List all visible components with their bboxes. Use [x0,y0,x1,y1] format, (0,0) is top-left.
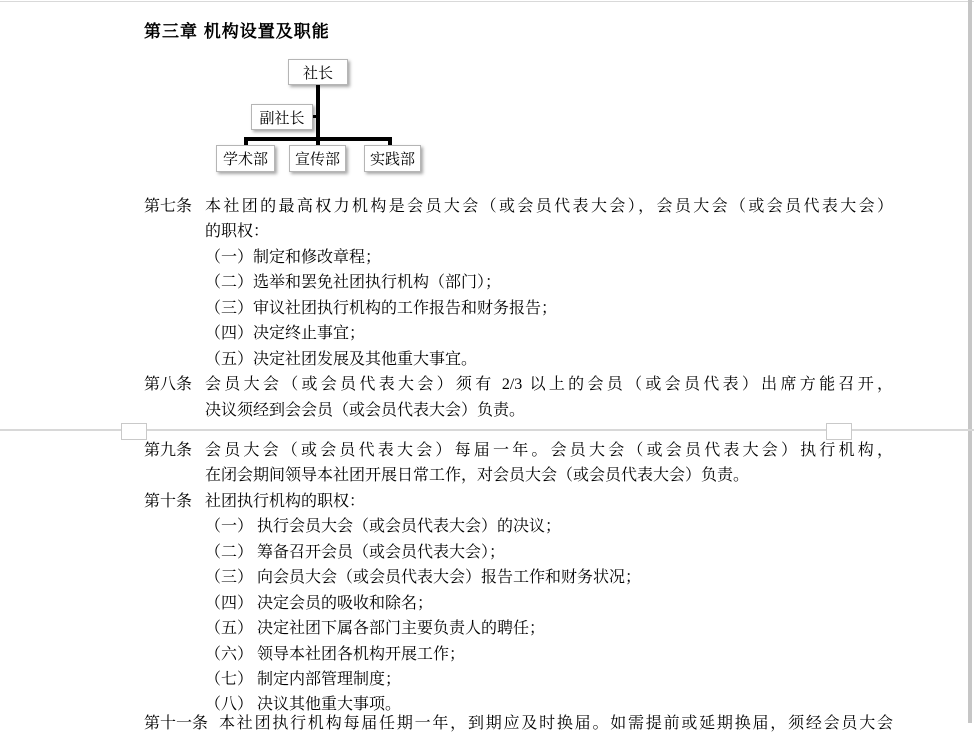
text-line [144,463,893,488]
line-text: （四） 决定会员的吸收和除名； [205,594,434,612]
article-text-page1 [144,194,893,423]
text-line [144,372,893,397]
text-line [144,642,893,667]
line-text: （五） 决定社团下属各部门主要负责人的聘任； [205,620,546,638]
line-text: （三） 向会员大会（或会员代表大会）报告工作和财务状况； [205,569,642,587]
text-line [144,194,893,219]
article-label: 第九条 [144,442,193,459]
text-line [144,667,893,692]
article-text-page2 [144,438,893,718]
line-text: 会员大会（或会员代表大会）须有 2/3 以上的会员（或会员代表）出席方能召开， [205,376,893,394]
line-text: （一）制定和修改章程； [205,248,382,266]
line-text: （二）选举和罢免社团执行机构（部门）； [205,274,502,292]
line-text: 社团执行机构的职权： [205,492,366,510]
article-label: 第七条 [144,198,193,215]
text-line [144,219,893,244]
org-box-practice-dept: 实践部 [364,145,421,172]
line-text: 本社团执行机构每届任期一年，到期应及时换届。如需提前或延期换届，须经会员大会 [219,715,893,732]
article-text-clipped-line [144,711,893,736]
org-chart [0,0,974,190]
line-text: （二） 筹备召开会员（或会员代表大会）； [205,543,506,561]
line-text: 在闭会期间领导本社团开展日常工作，对会员大会（或会员代表大会）负责。 [205,467,750,485]
text-line [144,540,893,565]
line-text: （四）决定终止事宜； [205,325,366,343]
text-line [144,398,893,423]
text-line [144,591,893,616]
org-box-president: 社长 [288,59,348,85]
text-line [144,321,893,346]
line-text: （一） 执行会员大会（或会员代表大会）的决议； [205,518,562,536]
org-box-academic-dept: 学术部 [216,145,275,172]
article-label: 第十条 [144,492,193,510]
text-line [144,616,893,641]
chapter-heading: 第三章 机构设置及职能 [144,22,330,41]
org-box-publicity-dept: 宣传部 [289,145,346,172]
text-line [144,565,893,590]
text-line [144,438,893,463]
line-text: （三）审议社团执行机构的工作报告和财务报告； [205,299,558,317]
line-text: 决议须经到会会员（或会员代表大会）负责。 [205,401,526,419]
text-line [144,270,893,295]
line-text: 的职权： [205,223,270,241]
connector-vice-horizontal [313,115,317,118]
text-line [144,245,893,270]
connector-president-vertical [316,85,320,140]
article-label: 第十一条 [144,715,209,732]
line-text: （七） 制定内部管理制度； [205,670,402,688]
line-text: （五）决定社团发展及其他重大事宜。 [205,350,478,368]
text-line [144,711,893,736]
article-label: 第八条 [144,376,193,394]
text-line [144,489,893,514]
line-text: （六） 领导本社团各机构开展工作； [205,645,466,663]
line-text: （八） 决议其他重大事项。 [205,696,402,714]
line-text: 本社团的最高权力机构是会员大会（或会员代表大会），会员大会（或会员代表大会） [205,198,893,215]
text-line [144,296,893,321]
org-box-vice-president: 副社长 [251,104,313,130]
text-line [144,514,893,539]
line-text: 会员大会（或会员代表大会）每届一年。会员大会（或会员代表大会）执行机构， [205,442,893,459]
text-line [144,347,893,372]
